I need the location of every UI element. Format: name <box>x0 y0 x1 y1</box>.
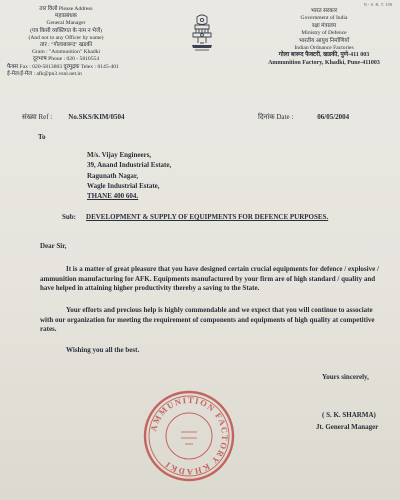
closing-line: Yours sincerely, <box>322 373 369 381</box>
header-right-line: भारत सरकार <box>310 8 338 14</box>
header-left-line: तार : "गोलाबारूद" खडकी <box>39 42 93 49</box>
header-left-line: (And not to any Officer by name) <box>28 34 104 41</box>
national-emblem-icon <box>188 13 216 59</box>
paragraph-2-text: Your efforts and precious help is highly commendable and we expect that you will continue to associate with our organization for meeting the requirement of components and equipments of high quality at competitive rates. <box>40 306 375 334</box>
letterhead-right <box>254 8 394 67</box>
date-value: 06/05/2004 <box>317 113 350 121</box>
header-right-line: भारतीय आयुध निर्माणियाँ <box>298 37 350 44</box>
header-left-line: (पत्र किसी व्यक्तिगत के नाम न भेजें) <box>30 27 102 34</box>
date-label: दिनांक Date : <box>258 113 294 121</box>
signatory-title: Jt. General Manager <box>316 423 379 431</box>
reference-label: संख्या Ref : <box>22 113 53 121</box>
header-left-line: महाप्रबंधक <box>55 13 77 20</box>
paragraph-1-text: It is a matter of great pleasure that you have designed certain crucial equipments for defence / explosive / ammunition manufacturing for AFK. Equipments manufactured by your firm are of high standard / quality and have helped in attaining higher productivity thereby a saving to the State. <box>40 265 379 293</box>
address-line: 39, Anand Industrial Estate, <box>87 161 172 170</box>
address-line: Ragunath Nagar, <box>87 171 139 180</box>
address-line: Wagle Industrial Estate, <box>87 181 160 190</box>
stamp-lettering: AMMUNITION FACTORY KHADKI <box>148 394 231 478</box>
reference-line <box>22 113 124 122</box>
header-left-line: फैक्स Fax : 020-5813803 दूरमुद्रक Telex : 0145-401 <box>7 63 119 70</box>
wishes-line: Wishing you all the best. <box>66 346 140 354</box>
header-left-line: दूरभाष Phone : 020 - 5810554 <box>32 56 100 63</box>
header-right-line: गोला बारूद फैक्टरी, खडकी, पुणे-411 003 <box>278 52 370 59</box>
body-paragraph-2 <box>40 306 384 335</box>
date-line <box>258 113 349 122</box>
body-paragraph-1 <box>40 265 384 294</box>
reference-number: No.SKS/KIM/0504 <box>68 113 125 121</box>
address-line: THANE 400 604. <box>87 192 139 201</box>
header-left-line: Gram : "Ammunition" Khadki <box>31 49 101 56</box>
header-right-line: रक्षा मंत्रालय <box>311 22 337 29</box>
header-left-line: General Manager <box>46 20 86 27</box>
header-right-line: Government of India <box>300 15 348 22</box>
subject-line <box>62 213 328 221</box>
header-right-line: Ministry of Defence <box>301 30 347 37</box>
salutation: Dear Sir, <box>40 242 67 250</box>
factory-seal-stamp <box>141 388 237 484</box>
subject-text: DEVELOPMENT & SUPPLY OF EQUIPMENTS FOR DEFENCE PURPOSES. <box>86 213 329 221</box>
header-left-line: तार विलो Please Address <box>39 6 93 12</box>
signatory-name: ( S. K. SHARMA) <box>322 411 376 419</box>
letterhead-left <box>7 6 125 78</box>
to-label: To <box>38 133 46 141</box>
subject-label: Sub: <box>62 213 77 221</box>
corner-mark: N - S. B. T. 198 <box>363 2 392 7</box>
address-line: M/s. Vijay Engineers, <box>87 151 152 159</box>
header-right-line: Indian Ordnance Factories <box>294 45 354 52</box>
header-right-line: Ammunition Factory, Khadki, Pune-411003 <box>268 59 380 66</box>
header-left-line: ई-मेल/ई-मेल : afk@pn3.vsnl.net.in <box>7 70 82 77</box>
recipient-address <box>87 150 171 201</box>
